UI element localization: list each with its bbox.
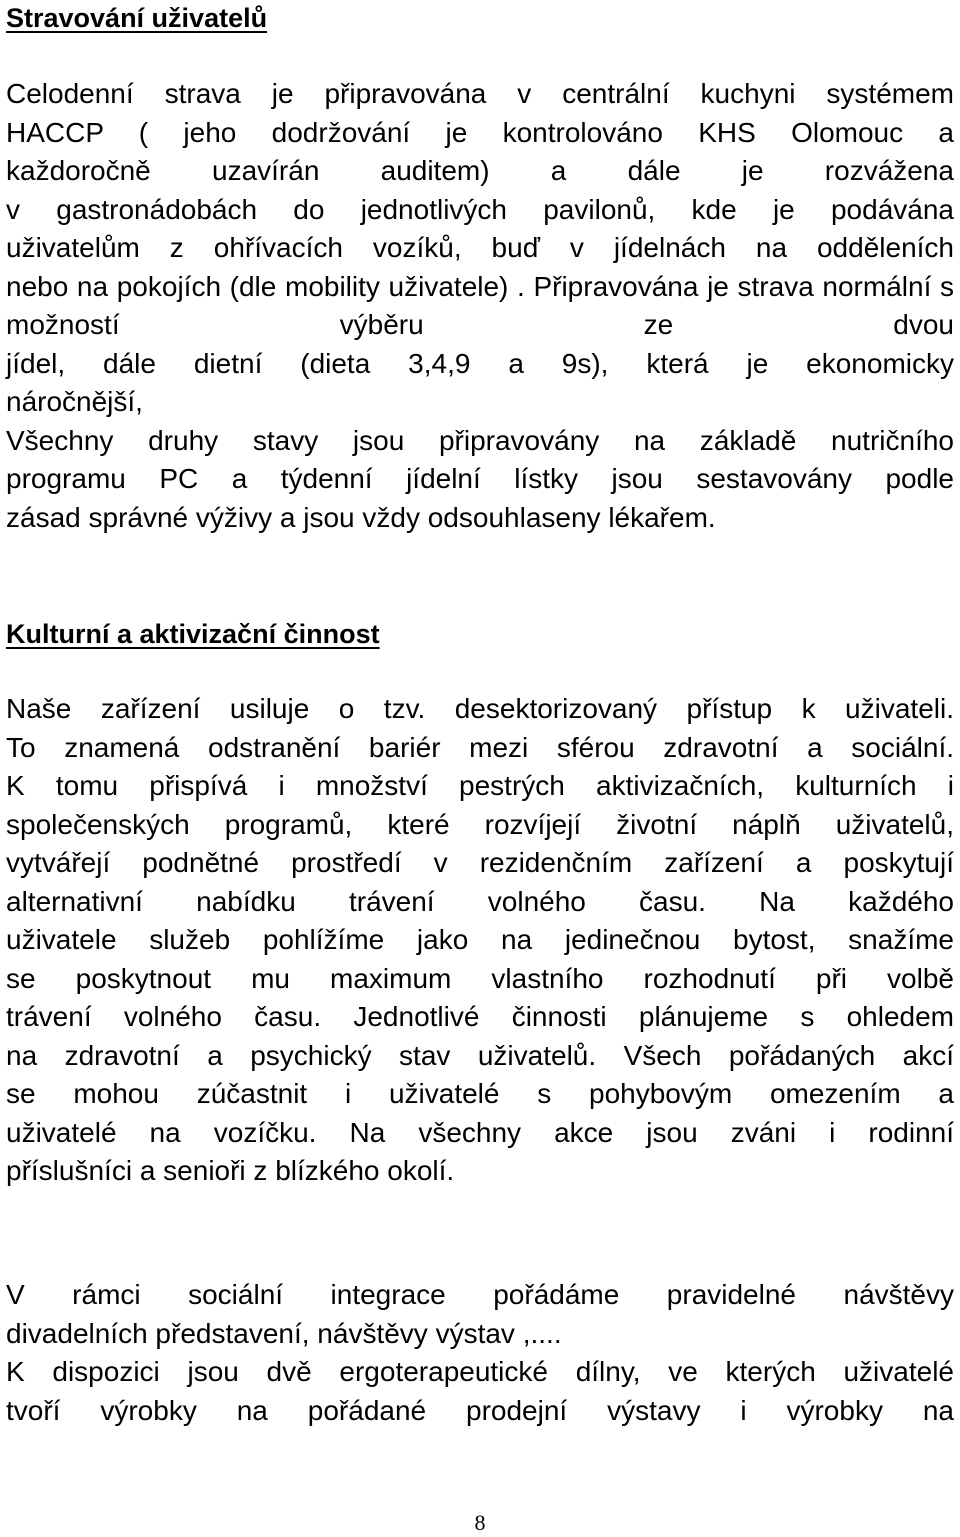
text-line: na zdravotní a psychický stav uživatelů. Všech pořádaných akcí: [6, 1039, 954, 1071]
text-line: K dispozici jsou dvě ergoterapeutické dílny, ve kterých uživatelé: [6, 1356, 954, 1387]
paragraph-kulturni: [6, 690, 954, 1191]
paragraph-socialni-integrace: [6, 1276, 954, 1430]
text-line: nebo na pokojích (dle mobility uživatele) . Připravována je strava normální s možností výběru ze dvou: [6, 270, 954, 340]
text-line: programu PC a týdenní jídelní lístky jsou sestavovány podle: [6, 463, 954, 494]
page-number: 8: [474, 1510, 486, 1535]
section-heading-stravovani: Stravování uživatelů: [6, 3, 268, 33]
text-line: zásad správné výživy a jsou vždy odsouhlaseny lékařem.: [6, 501, 716, 533]
text-line: náročnější,: [6, 386, 143, 417]
text-line: Naše zařízení usiluje o tzv. desektorizovaný přístup k uživateli.: [6, 693, 954, 724]
text-line: To znamená odstranění bariér mezi sférou zdravotní a sociální.: [6, 731, 954, 763]
text-line: uživatelům z ohřívacích vozíků, buď v jídelnách na odděleních: [6, 232, 954, 263]
text-line: Celodenní strava je připravována v centrální kuchyni systémem: [6, 78, 954, 109]
text-line: trávení volného času. Jednotlivé činnosti plánujeme s ohledem: [6, 1001, 954, 1032]
text-line: V rámci sociální integrace pořádáme pravidelné návštěvy: [6, 1279, 954, 1310]
text-line: společenských programů, které rozvíjejí životní náplň uživatelů,: [6, 808, 954, 840]
text-line: vytvářejí podnětné prostředí v rezidenčním zařízení a poskytují: [6, 847, 954, 878]
text-line: příslušníci a senioři z blízkého okolí.: [6, 1155, 455, 1186]
text-line: každoročně uzavírán auditem) a dále je rozvážena: [6, 155, 954, 186]
text-line: v gastronádobách do jednotlivých pavilonů, kde je podávána: [6, 193, 954, 225]
text-line: jídel, dále dietní (dieta 3,4,9 a 9s), která je ekonomicky: [6, 347, 954, 379]
text-line: se poskytnout mu maximum vlastního rozhodnutí při volbě: [6, 962, 954, 994]
section-heading-kulturni: Kulturní a aktivizační činnost: [6, 619, 380, 649]
text-line: se mohou zúčastnit i uživatelé s pohybovým omezením a: [6, 1078, 954, 1109]
text-line: K tomu přispívá i množství pestrých aktivizačních, kulturních i: [6, 770, 954, 801]
paragraph-stravovani: [6, 75, 954, 537]
text-line: tvoří výrobky na pořádané prodejní výstavy i výrobky na: [6, 1394, 954, 1426]
text-line: Všechny druhy stavy jsou připravovány na základě nutričního: [6, 424, 954, 456]
text-line: divadelních představení, návštěvy výstav ,....: [6, 1317, 562, 1349]
text-line: alternativní nabídku trávení volného času. Na každého: [6, 885, 954, 917]
text-line: HACCP ( jeho dodržování je kontrolováno KHS Olomouc a: [6, 116, 954, 148]
text-line: uživatelé na vozíčku. Na všechny akce jsou zváni i rodinní: [6, 1116, 954, 1148]
text-line: uživatele služeb pohlížíme jako na jedinečnou bytost, snažíme: [6, 924, 954, 955]
